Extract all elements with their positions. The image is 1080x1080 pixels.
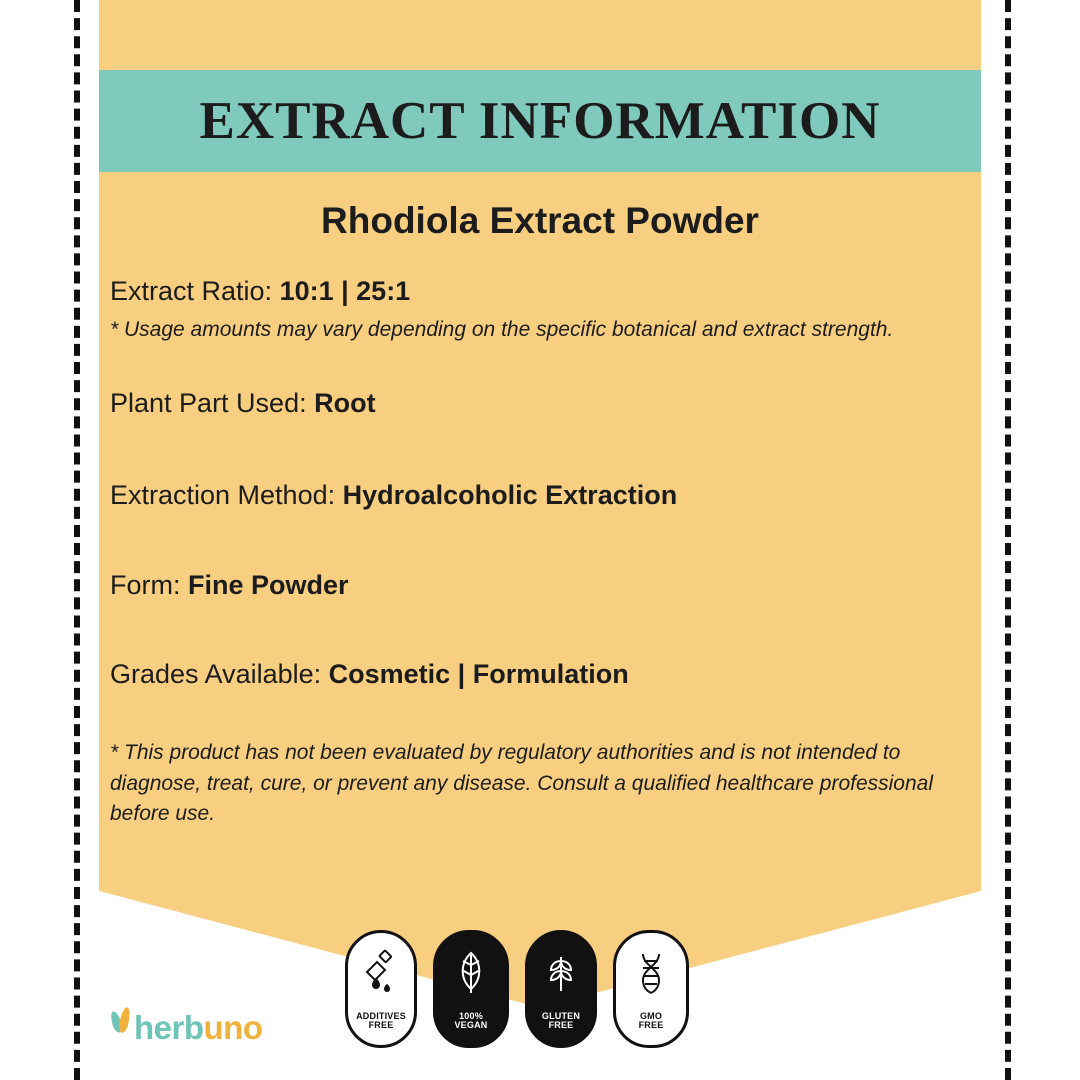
badge-gmo-free	[613, 930, 689, 1048]
product-title: Rhodiola Extract Powder	[321, 200, 759, 241]
logo-text-herb: herb	[134, 1009, 204, 1046]
dashed-divider-left	[74, 0, 80, 1080]
field-extract-ratio-value: 10:1 | 25:1	[279, 276, 411, 306]
field-form-value: Fine Powder	[188, 569, 349, 600]
field-grades-available-value: Cosmetic | Formulation	[328, 659, 629, 690]
logo-text-uno: uno	[203, 1009, 263, 1046]
field-grades-available-label: Grades Available:	[110, 659, 329, 690]
dna-icon	[616, 947, 686, 999]
badge-additives-free	[345, 930, 417, 1048]
page-title: EXTRACT INFORMATION	[199, 92, 881, 150]
badge-gluten-free	[525, 930, 597, 1048]
usage-note: * Usage amounts may vary depending on the specific botanical and extract strength.	[110, 317, 894, 341]
leaf-logo-icon	[110, 1005, 132, 1039]
field-plant-part-used-value: Root	[314, 388, 376, 419]
header-bar	[99, 70, 981, 172]
field-form-label: Form:	[110, 569, 188, 600]
dashed-divider-right	[1005, 0, 1011, 1080]
field-extraction-method-label: Extraction Method:	[110, 479, 343, 510]
field-extract-ratio	[110, 275, 970, 309]
field-grades-available	[110, 658, 970, 692]
badge-100-vegan-caption: 100% VEGAN	[454, 1010, 488, 1031]
leaf-icon	[436, 947, 506, 999]
certification-badges	[345, 930, 689, 1048]
badge-gluten-free-caption: GLUTEN FREE	[541, 1010, 581, 1031]
badge-additives-free-caption: ADDITIVES FREE	[356, 1010, 406, 1031]
badge-100-vegan	[433, 930, 509, 1048]
field-extract-ratio-label: Extract Ratio:	[110, 276, 280, 306]
field-extraction-method-value: Hydroalcoholic Extraction	[342, 479, 678, 510]
wheat-icon	[528, 947, 594, 999]
dropper-icon	[348, 947, 414, 999]
badge-gmo-free-caption: GMO FREE	[638, 1010, 664, 1031]
brand-logo	[110, 1005, 263, 1047]
field-extraction-method	[110, 479, 970, 513]
disclaimer-note: * This product has not been evaluated by regulatory authorities and is not intended to diagnose, treat, cure, or prevent any disease. Consult a qualified healthcare professional before use.	[110, 741, 933, 826]
details-list	[110, 275, 970, 830]
field-plant-part-used-label: Plant Part Used:	[110, 388, 315, 419]
field-plant-part-used	[110, 387, 970, 421]
field-form	[110, 569, 970, 603]
